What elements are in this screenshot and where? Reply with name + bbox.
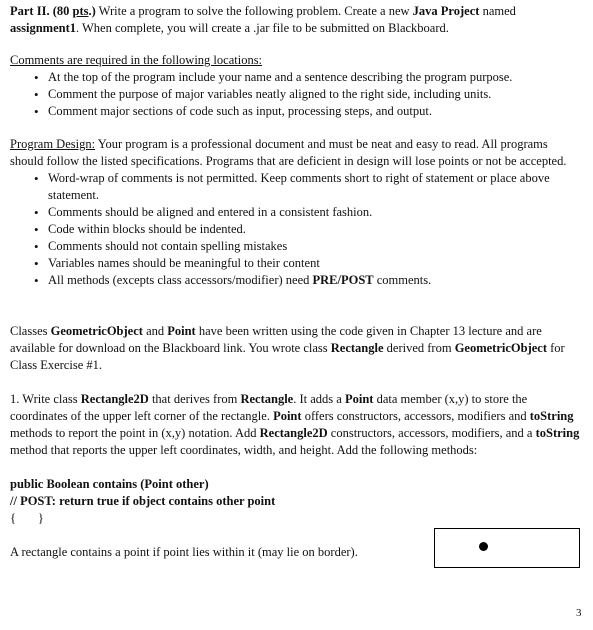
comments-heading: Comments are required in the following locations: (10, 53, 263, 67)
list-item: • Code within blocks should be indented. (10, 221, 580, 238)
classes-paragraph: Classes GeometricObject and Point have been written using the code given in Chapter 13 lecture and are available for download on the Blackboard link. You wrote class Rectangle derived from GeometricObject for Class Exercise #1. (10, 324, 565, 372)
code-line: // POST: return true if object contains other point (10, 494, 276, 508)
part-points: (80 pts.) (52, 4, 96, 18)
list-item: • Comment the purpose of major variables neatly aligned to the right side, including units. (10, 86, 580, 103)
document-page (10, 3, 580, 561)
design-list (10, 170, 580, 289)
list-item: • Comments should be aligned and entered in a consistent fashion. (10, 204, 580, 221)
java-project-term: Java Project (412, 4, 480, 18)
list-item: • Word-wrap of comments is not permitted. Keep comments short to right of statement or place above statement. (10, 170, 580, 204)
design-heading: Program Design: (10, 137, 96, 151)
rectangle-illustration (434, 528, 580, 568)
code-line: public Boolean contains (Point other) (10, 477, 209, 491)
assignment-name: assignment1 (10, 21, 76, 35)
contains-explanation: A rectangle contains a point if point lies within it (may lie on border). (10, 545, 358, 559)
method-signature (10, 476, 580, 527)
list-item: • Comments should not contain spelling mistakes (10, 238, 580, 255)
design-intro: Program Design: Your program is a professional document and must be neat and easy to read. All programs should follow the listed specifications. Programs that are deficient in design will lose points or not be accepted. (10, 137, 567, 168)
list-item: • At the top of the program include your name and a sentence describing the program purpose. (10, 69, 580, 86)
page-number: 3 (576, 607, 582, 619)
task-1-paragraph: 1. Write class Rectangle2D that derives from Rectangle. It adds a Point data member (x,y) to store the coordinates of the upper left corner of the rectangle. Point offers constructors, accessors, modifiers and toString methods to report the point in (x,y) notation. Add Rectangle2D constructors, accessors, modifiers, and a toString method that reports the upper left coordinates, width, and height. Add the following methods: (10, 392, 580, 457)
comments-list (10, 69, 580, 120)
list-item: • Comment major sections of code such as input, processing steps, and output. (10, 103, 580, 120)
part-heading: Part II. (10, 4, 50, 18)
part-intro: Part II. (80 pts.) Write a program to solve the following problem. Create a new Java Project named assignment1. When complete, you will create a .jar file to be submitted on Blackboard. (10, 4, 516, 35)
list-item: • All methods (excepts class accessors/modifier) need PRE/POST comments. (10, 272, 580, 289)
point-dot (479, 542, 488, 551)
code-line: { } (10, 511, 44, 525)
list-item: • Variables names should be meaningful to their content (10, 255, 580, 272)
